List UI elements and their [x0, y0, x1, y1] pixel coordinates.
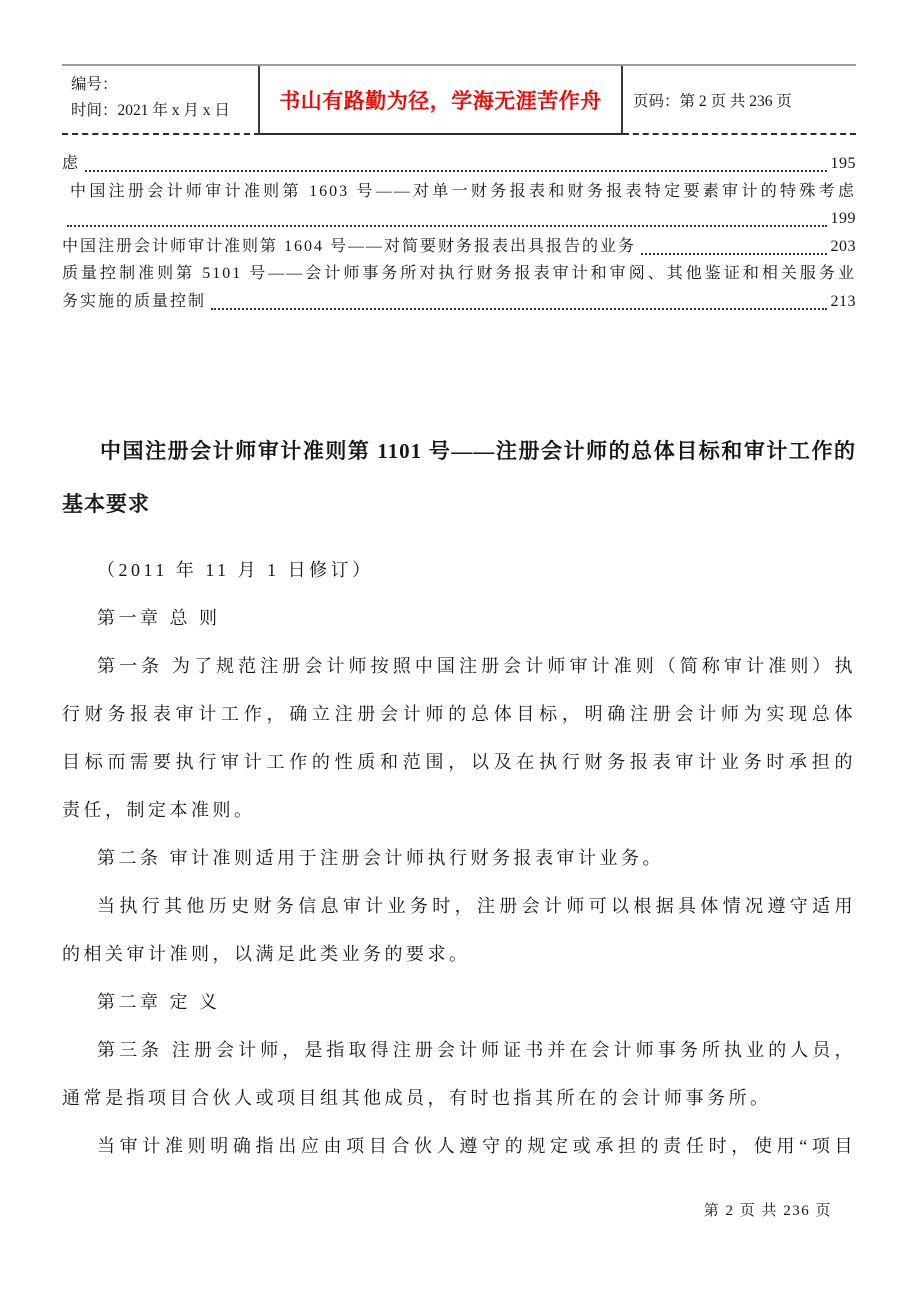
- body-line: （2011 年 11 月 1 日修订）: [97, 560, 374, 580]
- document-title: [62, 425, 856, 531]
- page-footer: [704, 1196, 832, 1226]
- toc-entry-text: 务实施的质量控制: [62, 292, 207, 310]
- toc-entry-text: 虑: [62, 155, 81, 172]
- toc-leader-dots: [211, 288, 826, 310]
- motto-banner: 书山有路勤为径，学海无涯苦作舟: [279, 88, 602, 113]
- body-text: [62, 546, 856, 1170]
- header-cell-info: [62, 66, 260, 135]
- table-of-contents: [62, 150, 856, 315]
- toc-page-number: 195: [830, 155, 856, 172]
- body-line: 第一章 总 则: [97, 608, 221, 628]
- body-line: 第二条 审计准则适用于注册会计师执行财务报表审计业务。: [97, 848, 664, 868]
- body-line: 行财务报表审计工作，确立注册会计师的总体目标，明确注册会计师为实现总体: [62, 704, 856, 724]
- toc-leader-dots: [85, 150, 826, 172]
- toc-entry: [62, 150, 856, 178]
- header-cell-motto: [260, 66, 623, 135]
- toc-leader-dots: [67, 205, 827, 227]
- toc-page-number: 199: [830, 210, 856, 227]
- body-line: 责任，制定本准则。: [62, 800, 256, 820]
- body-line: 的相关审计准则，以满足此类业务的要求。: [62, 944, 471, 964]
- toc-entry: [62, 260, 856, 288]
- toc-page-number: 213: [830, 292, 856, 310]
- toc-entry: [62, 288, 856, 316]
- toc-entry: [62, 205, 856, 233]
- footer-page-label: 第 2 页 共 236 页: [703, 1203, 832, 1219]
- header-table: [62, 64, 856, 135]
- doc-date-label: 时间：2021 年 x 月 x 日: [71, 102, 230, 119]
- toc-entry-text: 中国注册会计师审计准则第 1604 号——对简要财务报表出具报告的业务: [62, 237, 637, 255]
- toc-entry: [62, 178, 856, 206]
- title-line: 中国注册会计师审计准则第 1101 号——注册会计师的总体目标和审计工作的: [100, 439, 856, 463]
- body-line: 通常是指项目合伙人或项目组其他成员，有时也指其所在的会计师事务所。: [62, 1088, 772, 1108]
- toc-entry: [62, 233, 856, 261]
- toc-page-number: 203: [830, 237, 856, 255]
- toc-entry-text: 中国注册会计师审计准则第 1603 号——对单一财务报表和财务报表特定要素审计的特殊考虑: [70, 182, 856, 200]
- body-line: 目标而需要执行审计工作的性质和范围，以及在执行财务报表审计业务时承担的: [62, 752, 856, 772]
- toc-leader-dots: [641, 233, 826, 255]
- body-line: 第一条 为了规范注册会计师按照中国注册会计师审计准则（简称审计准则）执: [97, 656, 856, 676]
- body-line: 第二章 定 义: [97, 992, 221, 1012]
- body-line: 当审计准则明确指出应由项目合伙人遵守的规定或承担的责任时，使用“项目: [97, 1136, 856, 1156]
- doc-number-label: 编号：: [71, 76, 118, 93]
- toc-entry-text: 质量控制准则第 5101 号——会计师事务所对执行财务报表审计和审阅、其他鉴证和相关服务业: [62, 265, 856, 282]
- body-line: 第三条 注册会计师，是指取得注册会计师证书并在会计师事务所执业的人员，: [97, 1040, 856, 1060]
- header-cell-page: [623, 66, 856, 135]
- body-line: 当执行其他历史财务信息审计业务时，注册会计师可以根据具体情况遵守适用: [97, 896, 856, 916]
- header-page-label: 页码：第 2 页 共 236 页: [633, 92, 792, 110]
- title-line: 基本要求: [62, 492, 150, 516]
